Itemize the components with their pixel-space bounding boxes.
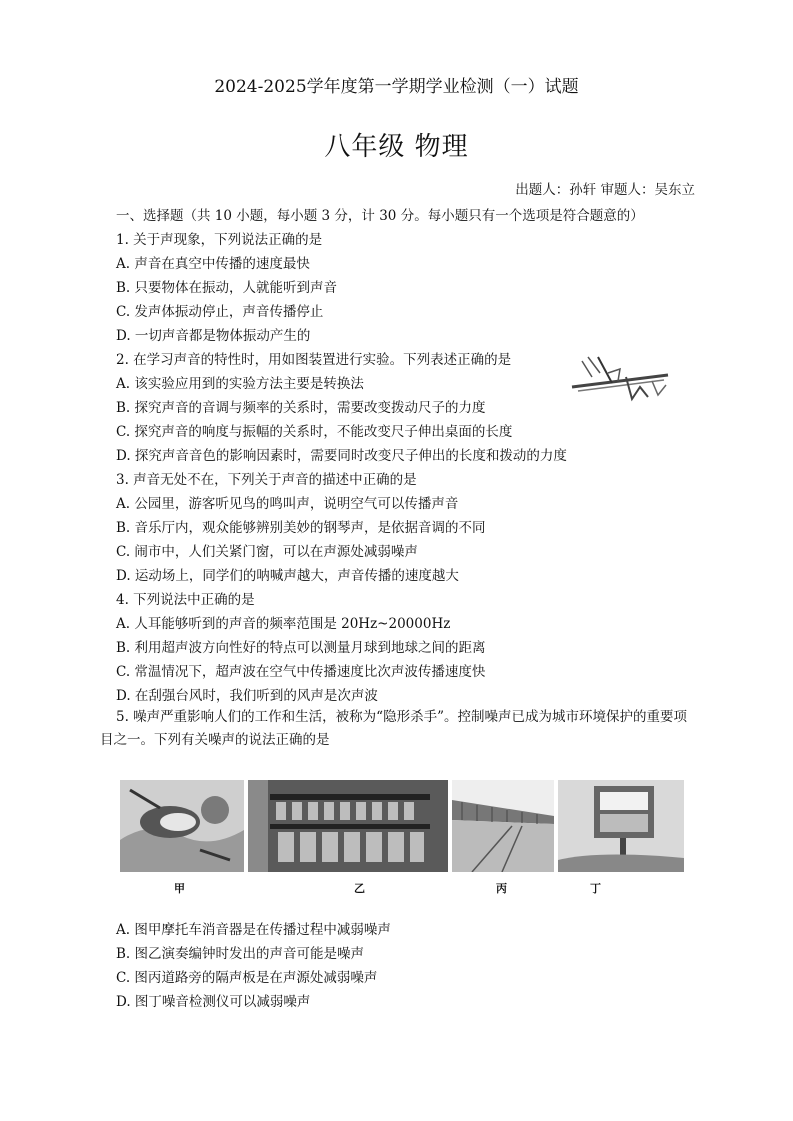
question-option: C. 发声体振动停止，声音传播停止 <box>116 304 324 320</box>
question-option: B. 只要物体在振动，人就能听到声音 <box>116 280 338 296</box>
question-option: D. 探究声音音色的影响因素时，需要同时改变尺子伸出的长度和拨动的力度 <box>116 448 567 464</box>
question-option: D. 在刮强台风时，我们听到的风声是次声波 <box>116 688 378 704</box>
photo-chime-bells <box>248 780 448 872</box>
question-option: C. 闹市中，人们关紧门窗，可以在声源处减弱噪声 <box>116 544 418 560</box>
question-option: B. 利用超声波方向性好的特点可以测量月球到地球之间的距离 <box>116 640 486 656</box>
question-option: C. 常温情况下，超声波在空气中传播速度比次声波传播速度快 <box>116 664 486 680</box>
question-option: A. 该实验应用到的实验方法主要是转换法 <box>116 376 364 392</box>
photo-noise-monitor <box>558 780 684 872</box>
question-option: B. 图乙演奏编钟时发出的声音可能是噪声 <box>116 946 365 962</box>
question-stem: 1. 关于声现象，下列说法正确的是 <box>116 232 323 248</box>
question-option: C. 图丙道路旁的隔声板是在声源处减弱噪声 <box>116 970 378 986</box>
photo-road-noise-barrier <box>452 780 554 872</box>
question-option: D. 图丁噪音检测仪可以减弱噪声 <box>116 994 311 1010</box>
question-option: B. 探究声音的音调与频率的关系时，需要改变拨动尺子的力度 <box>116 400 486 416</box>
figure-caption-yi: 乙 <box>354 882 365 895</box>
exam-authors: 出题人：孙轩 审题人：吴东立 <box>515 182 695 198</box>
question-option: A. 人耳能够听到的声音的频率范围是 20Hz~20000Hz <box>116 616 451 632</box>
question-stem: 3. 声音无处不在，下列关于声音的描述中正确的是 <box>116 472 417 488</box>
question-option: A. 图甲摩托车消音器是在传播过程中减弱噪声 <box>116 922 391 938</box>
photo-motorcycle-muffler <box>120 780 244 872</box>
question-stem: 5. 噪声严重影响人们的工作和生活，被称为“隐形杀手”。控制噪声已成为城市环境保护的重要项目之一。下列有关噪声的说法正确的是 <box>100 709 687 748</box>
exam-subject: 八年级 物理 <box>324 132 469 162</box>
question-option: D. 运动场上，同学们的呐喊声越大，声音传播的速度越大 <box>116 568 459 584</box>
question-option: A. 公园里，游客听见鸟的鸣叫声，说明空气可以传播声音 <box>116 496 459 512</box>
exam-title: 2024-2025学年度第一学期学业检测（一）试题 <box>214 77 579 97</box>
question-option: B. 音乐厅内，观众能够辨别美妙的钢琴声，是依据音调的不同 <box>116 520 486 536</box>
ruler-experiment-figure <box>568 347 673 409</box>
question-option: A. 声音在真空中传播的速度最快 <box>116 256 310 272</box>
figure-caption-bing: 丙 <box>496 882 507 895</box>
figure-caption-ding: 丁 <box>590 882 601 895</box>
question-stem: 2. 在学习声音的特性时，用如图装置进行实验。下列表述正确的是 <box>116 352 512 368</box>
section-heading: 一、选择题（共 10 小题，每小题 3 分，计 30 分。每小题只有一个选项是符合题意的） <box>116 208 644 224</box>
question-stem: 4. 下列说法中正确的是 <box>116 592 255 608</box>
figure-caption-jia: 甲 <box>174 882 185 895</box>
question-option: D. 一切声音都是物体振动产生的 <box>116 328 311 344</box>
question-option: C. 探究声音的响度与振幅的关系时，不能改变尺子伸出桌面的长度 <box>116 424 513 440</box>
